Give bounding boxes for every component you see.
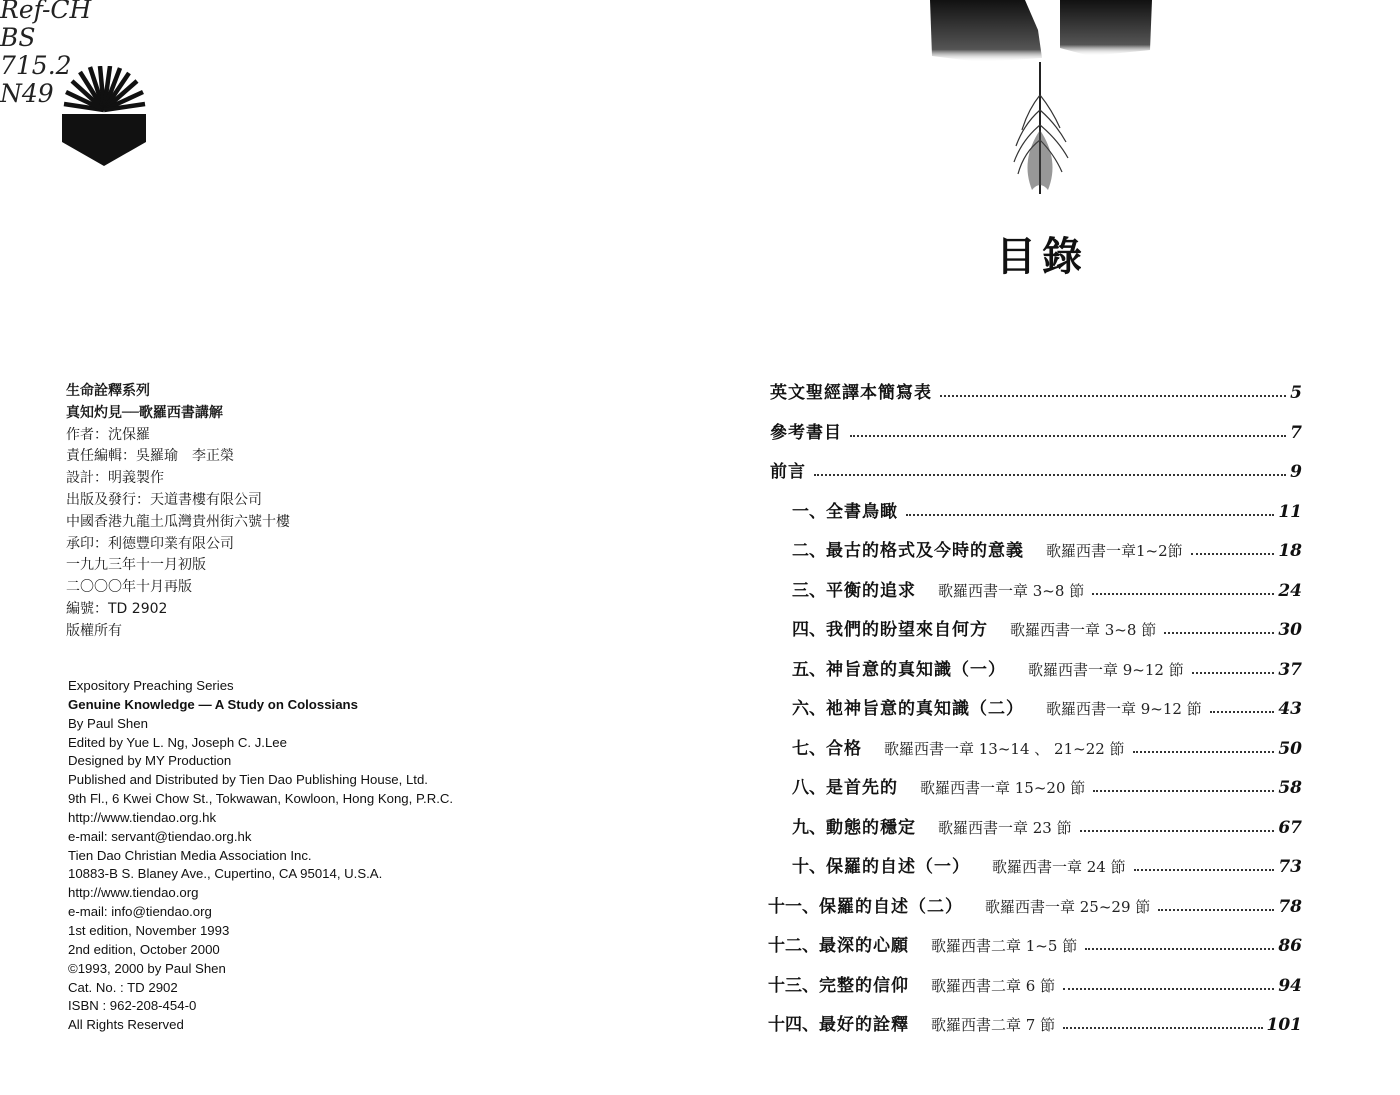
- toc-entry-page-number: 78: [1278, 896, 1302, 917]
- toc-entry: [768, 885, 1302, 917]
- toc-entry-title: 最好的詮釋: [819, 1015, 909, 1035]
- toc-entry-page-number: 58: [1278, 778, 1302, 798]
- info-line: http://www.tiendao.org: [68, 885, 199, 901]
- toc-dot-leader: [1164, 632, 1274, 634]
- toc-entry-title: 保羅的自述（一）: [826, 857, 970, 877]
- first-edition-line: 一九九三年十一月初版: [66, 557, 206, 574]
- catalog-code-line: 編號：TD 2902: [66, 600, 168, 617]
- toc-entry-number: 十四、: [768, 1015, 819, 1035]
- toc-entry-page-number: 94: [1278, 975, 1302, 996]
- publisher-line: 出版及發行：天道書樓有限公司: [66, 491, 262, 508]
- toc-entry: [770, 450, 1302, 482]
- info-line: All Rights Reserved: [68, 1017, 184, 1033]
- toc-entry-title: 平衡的追求: [826, 580, 916, 601]
- toc-entry-title: 神旨意的真知識（一）: [826, 659, 1006, 680]
- toc-entry-page-number: 30: [1278, 620, 1302, 640]
- toc-entry-title: 我們的盼望來自何方: [826, 620, 988, 640]
- second-edition-line: 二〇〇〇年十月再版: [66, 579, 192, 596]
- editors-line: 責任編輯：吳羅瑜 李正榮: [66, 448, 234, 465]
- info-line: Cat. No. : TD 2902: [68, 979, 178, 995]
- toc-entry-title: 合格: [826, 738, 862, 759]
- call-number-line: 715.2: [0, 51, 72, 80]
- toc-entry-scripture-ref: 歌羅西書一章 25~29 節: [985, 897, 1151, 916]
- toc-entry: [770, 411, 1302, 443]
- toc-entry-page-number: 18: [1278, 541, 1302, 561]
- info-line: 9th Fl., 6 Kwei Chow St., Tokwawan, Kowloon, Hong Kong, P.R.C.: [68, 791, 454, 807]
- toc-entry-number: 六、: [792, 699, 826, 719]
- toc-entry-scripture-ref: 歌羅西書一章 3~8 節: [938, 581, 1085, 600]
- info-line: http://www.tiendao.org.hk: [68, 809, 217, 825]
- info-line: By Paul Shen: [68, 715, 148, 731]
- toc-entry-scripture-ref: 歌羅西書二章 6 節: [931, 976, 1056, 995]
- toc-entry-page-number: 24: [1278, 580, 1302, 601]
- toc-entry: [792, 608, 1302, 640]
- toc-entry: [792, 687, 1302, 719]
- toc-entry-number: 七、: [792, 738, 826, 759]
- address-line: 中國香港九龍土瓜灣貴州街六號十樓: [66, 513, 290, 530]
- toc-entry-title: 動態的穩定: [826, 817, 916, 838]
- call-number-line: Ref-CH: [0, 0, 92, 24]
- toc-entry-scripture-ref: 歌羅西書一章 3~8 節: [1010, 621, 1157, 639]
- info-line: ©1993, 2000 by Paul Shen: [68, 960, 226, 976]
- toc-entry-title: 祂神旨意的真知識（二）: [826, 699, 1024, 719]
- toc-dot-leader: [1210, 711, 1275, 713]
- toc-entry: [768, 964, 1302, 996]
- toc-entry-title: 參考書目: [770, 422, 842, 443]
- toc-dot-leader: [1158, 909, 1274, 911]
- toc-dot-leader: [1133, 751, 1275, 753]
- toc-dot-leader: [906, 514, 1274, 516]
- toc-entry-page-number: 73: [1278, 857, 1302, 877]
- toc-entry-title: 保羅的自述（二）: [819, 896, 963, 917]
- info-line: Designed by MY Production: [68, 753, 232, 769]
- author-line: 作者：沈保羅: [66, 426, 150, 443]
- toc-entry-scripture-ref: 歌羅西書一章1~2節: [1046, 542, 1183, 560]
- info-line: 1st edition, November 1993: [68, 922, 230, 938]
- toc-entry-title: 前言: [770, 462, 806, 482]
- book-title: 真知灼見──歌羅西書講解: [66, 404, 223, 421]
- toc-entry-page-number: 43: [1278, 699, 1302, 719]
- toc-entry-page-number: 86: [1278, 936, 1302, 956]
- toc-heading: 目錄: [996, 233, 1088, 280]
- toc-dot-leader: [1134, 869, 1275, 871]
- info-line: Published and Distributed by Tien Dao Publishing House, Ltd.: [68, 772, 428, 788]
- info-line: e-mail: info@tiendao.org: [68, 904, 212, 920]
- toc-entry-title: 全書鳥瞰: [826, 501, 898, 522]
- toc-entry: [792, 727, 1302, 759]
- toc-entry-number: 五、: [792, 659, 826, 680]
- rights-line: 版權所有: [66, 622, 122, 639]
- toc-dot-leader: [1191, 553, 1275, 555]
- toc-entry-page-number: 37: [1278, 659, 1302, 680]
- toc-dot-leader: [1080, 830, 1275, 832]
- toc-entry-scripture-ref: 歌羅西書一章 13~14 、 21~22 節: [884, 739, 1125, 758]
- info-line: Edited by Yue L. Ng, Joseph C. J.Lee: [68, 734, 287, 750]
- toc-entry: [792, 845, 1302, 877]
- toc-entry-number: 四、: [792, 620, 826, 640]
- toc-dot-leader: [1093, 790, 1274, 792]
- toc-entry-title: 最深的心願: [819, 936, 909, 956]
- toc-entry-page-number: 9: [1290, 462, 1302, 482]
- series-name-en: Expository Preaching Series: [68, 678, 234, 693]
- toc-entry-scripture-ref: 歌羅西書二章 1~5 節: [931, 937, 1078, 955]
- toc-entry-number: 十二、: [768, 936, 819, 956]
- toc-entry-page-number: 50: [1278, 738, 1302, 759]
- toc-entry: [768, 924, 1302, 956]
- toc-dot-leader: [850, 435, 1286, 437]
- call-number-line: BS: [0, 23, 36, 52]
- toc-entry-title: 完整的信仰: [819, 975, 909, 996]
- toc-entry-number: 一、: [792, 501, 826, 522]
- toc-entry-number: 十三、: [768, 975, 819, 996]
- toc-entry-scripture-ref: 歌羅西書一章 23 節: [938, 818, 1072, 837]
- toc-entry-page-number: 5: [1290, 383, 1302, 403]
- toc-entry: [768, 1003, 1302, 1035]
- title-main: Genuine Knowledge: [68, 696, 195, 712]
- toc-entry: [792, 806, 1302, 838]
- toc-entry-scripture-ref: 歌羅西書一章 9~12 節: [1028, 660, 1184, 679]
- toc-dot-leader: [1092, 593, 1274, 595]
- toc-entry: [792, 490, 1302, 522]
- toc-entry-page-number: 11: [1278, 501, 1302, 522]
- toc-dot-leader: [1192, 672, 1275, 674]
- toc-entry: [792, 766, 1302, 798]
- design-line: 設計：明義製作: [66, 470, 164, 487]
- call-number-line: N49: [0, 79, 54, 108]
- printer-line: 承印：利德豐印業有限公司: [66, 535, 234, 552]
- toc-entry: [792, 648, 1302, 680]
- toc-entry-scripture-ref: 歌羅西書一章 24 節: [992, 858, 1126, 876]
- info-line: 2nd edition, October 2000: [68, 941, 220, 957]
- toc-entry-page-number: 67: [1278, 817, 1302, 838]
- toc-entry-number: 二、: [792, 541, 826, 561]
- toc-entry-number: 三、: [792, 580, 826, 601]
- toc-entry-title: 英文聖經譯本簡寫表: [770, 383, 932, 403]
- info-line: ISBN : 962-208-454-0: [68, 998, 197, 1014]
- toc-entry-title: 是首先的: [826, 778, 898, 798]
- info-line: e-mail: servant@tiendao.org.hk: [68, 828, 252, 844]
- toc-entry-number: 十一、: [768, 896, 819, 917]
- toc-dot-leader: [1063, 1027, 1262, 1029]
- toc-entry-scripture-ref: 歌羅西書二章 7 節: [931, 1016, 1056, 1034]
- toc-entry-page-number: 7: [1290, 422, 1302, 443]
- toc-entry: [792, 529, 1302, 561]
- title-sub: — A Study on Colossians: [198, 696, 358, 712]
- toc-dot-leader: [1085, 948, 1274, 950]
- toc-entry-number: 十、: [792, 857, 826, 877]
- toc-entry-scripture-ref: 歌羅西書一章 15~20 節: [920, 779, 1086, 797]
- toc-dot-leader: [940, 395, 1286, 397]
- series-name: 生命詮釋系列: [66, 383, 150, 399]
- toc-entry: [770, 371, 1302, 403]
- toc-entry-number: 九、: [792, 817, 826, 838]
- toc-entry-title: 最古的格式及今時的意義: [826, 541, 1024, 561]
- toc-entry-number: 八、: [792, 778, 826, 798]
- toc-entry: [792, 569, 1302, 601]
- toc-dot-leader: [1063, 988, 1274, 990]
- toc-entry-scripture-ref: 歌羅西書一章 9~12 節: [1046, 700, 1202, 718]
- info-line: Tien Dao Christian Media Association Inc.: [68, 847, 312, 863]
- info-line: 10883-B S. Blaney Ave., Cupertino, CA 95014, U.S.A.: [68, 866, 383, 882]
- toc-dot-leader: [814, 474, 1286, 476]
- toc-entry-page-number: 101: [1266, 1015, 1302, 1035]
